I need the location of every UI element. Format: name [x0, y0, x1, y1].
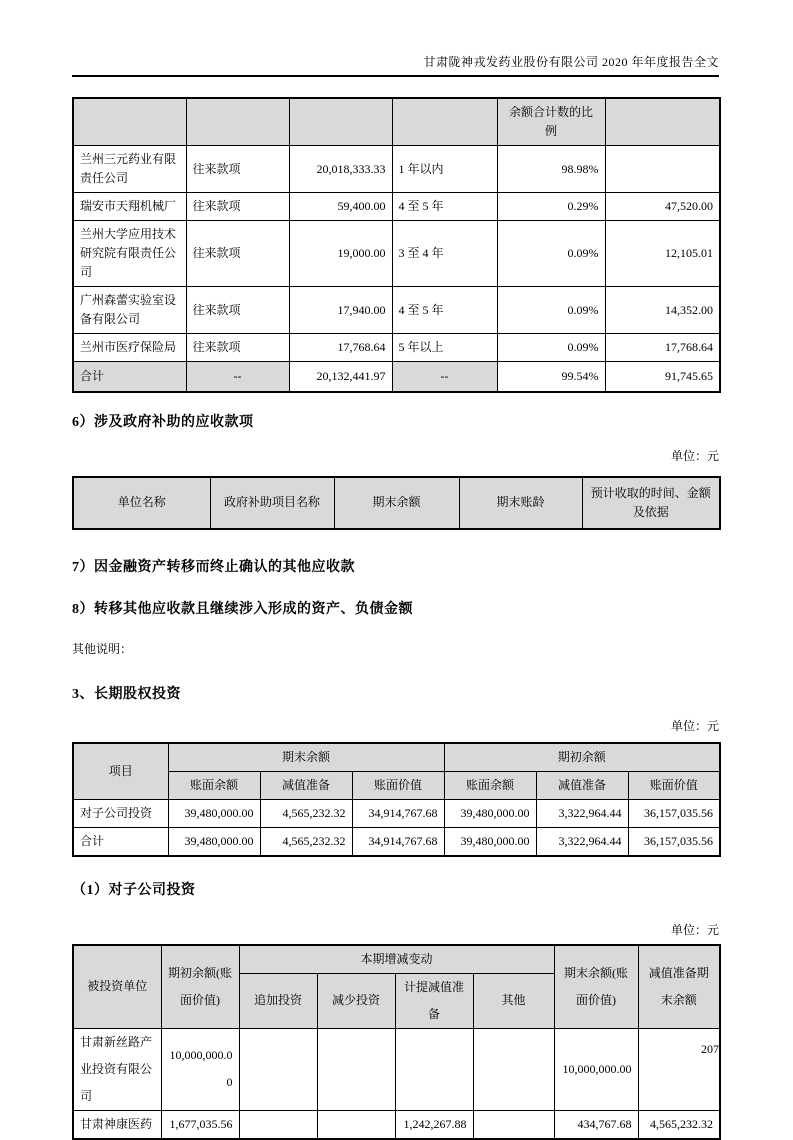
table-header-row: [73, 98, 720, 146]
unit-label: 单位：元: [670, 448, 719, 463]
ratio: 0.09%: [497, 221, 605, 287]
value-cell: 39,480,000.00: [444, 827, 536, 856]
impairment-ending: 4,565,232.32: [638, 1110, 720, 1139]
table-header-row: [73, 743, 720, 772]
table-row: [73, 334, 720, 362]
debtor-name: 瑞安市天翔机械厂: [73, 193, 186, 221]
investee-name: 甘肃神康医药: [73, 1110, 161, 1139]
aging: 1 年以内: [392, 146, 497, 193]
subheader-impairment-provision: 计提减值准备: [395, 973, 473, 1028]
section-8-heading: 8）转移其他应收款且继续涉入形成的资产、负债金额: [72, 601, 413, 617]
header-cell: [186, 98, 289, 146]
header-investee: 被投资单位: [73, 945, 161, 1029]
begin-balance: 1,677,035.56: [161, 1110, 239, 1139]
begin-balance: 10,000,000.00: [161, 1028, 239, 1110]
total-nature: --: [186, 362, 289, 392]
total-ratio: 99.54%: [497, 362, 605, 392]
total-bad-debt: 91,745.65: [605, 362, 720, 392]
add-investment: [239, 1028, 317, 1110]
nature: 往来款项: [186, 193, 289, 221]
ratio: 0.09%: [497, 287, 605, 334]
value-cell: 36,157,035.56: [628, 827, 720, 856]
value-cell: 39,480,000.00: [168, 799, 260, 827]
subheader-impairment: 减值准备: [260, 771, 352, 799]
value-cell: 36,157,035.56: [628, 799, 720, 827]
other-note-label: 其他说明：: [72, 641, 133, 656]
table-row: [73, 146, 720, 193]
page-number: 207: [701, 1042, 719, 1056]
section-3-1-heading: （1）对子公司投资: [72, 882, 196, 898]
impairment-ending: [638, 1028, 720, 1110]
aging: 4 至 5 年: [392, 193, 497, 221]
total-amount: 20,132,441.97: [289, 362, 392, 392]
header-ending-balance: 期末余额(账面价值): [554, 945, 638, 1029]
ratio: 0.29%: [497, 193, 605, 221]
header-cell-ratio: 余额合计数的比例: [497, 98, 605, 146]
reduce-investment: [317, 1028, 395, 1110]
reduce-investment: [317, 1110, 395, 1139]
table-total-row: [73, 362, 720, 392]
total-aging: --: [392, 362, 497, 392]
value-cell: 39,480,000.00: [168, 827, 260, 856]
header-beginning-balance: 期初余额(账面价值): [161, 945, 239, 1029]
total-label: 合计: [73, 827, 168, 856]
subheader-reduced-investment: 减少投资: [317, 973, 395, 1028]
document-header-title: 甘肃陇神戎发药业股份有限公司 2020 年年度报告全文: [72, 53, 719, 77]
debtor-name: 兰州大学应用技术研究院有限责任公司: [73, 221, 186, 287]
header-grant-project: 政府补助项目名称: [210, 477, 334, 529]
header-ending-balance: 期末余额: [334, 477, 459, 529]
subheader-book-balance: 账面余额: [168, 771, 260, 799]
amount: 59,400.00: [289, 193, 392, 221]
section-6-heading: 6）涉及政府补助的应收款项: [72, 414, 254, 430]
table-row: [73, 193, 720, 221]
section-7-heading: 7）因金融资产转移而终止确认的其他应收款: [72, 559, 355, 575]
ratio: 98.98%: [497, 146, 605, 193]
table-total-row: [73, 827, 720, 856]
amount: 17,940.00: [289, 287, 392, 334]
header-impairment-ending: 减值准备期末余额: [638, 945, 720, 1029]
table-row: [73, 1028, 720, 1110]
subheader-other: 其他: [473, 973, 554, 1028]
table-subheader-row: [73, 771, 720, 799]
aging: 5 年以上: [392, 334, 497, 362]
header-cell: [289, 98, 392, 146]
subheader-additional-investment: 追加投资: [239, 973, 317, 1028]
other-change: [473, 1028, 554, 1110]
long-term-equity-table: [72, 742, 721, 857]
table-row: [73, 1110, 720, 1139]
header-item: 项目: [73, 743, 168, 800]
header-cell: [392, 98, 497, 146]
value-cell: 39,480,000.00: [444, 799, 536, 827]
bad-debt: 17,768.64: [605, 334, 720, 362]
aging: 4 至 5 年: [392, 287, 497, 334]
impairment-provision: 1,242,267.88: [395, 1110, 473, 1139]
end-balance: 434,767.68: [554, 1110, 638, 1139]
header-cell: [73, 98, 186, 146]
value-cell: 4,565,232.32: [260, 827, 352, 856]
nature: 往来款项: [186, 221, 289, 287]
nature: 往来款项: [186, 287, 289, 334]
other-receivables-aging-table: [72, 97, 721, 393]
subheader-book-balance: 账面余额: [444, 771, 536, 799]
ratio: 0.09%: [497, 334, 605, 362]
header-cell: [605, 98, 720, 146]
header-unit-name: 单位名称: [73, 477, 210, 529]
header-ending-balance-group: 期末余额: [168, 743, 444, 772]
nature: 往来款项: [186, 146, 289, 193]
bad-debt: 14,352.00: [605, 287, 720, 334]
amount: 19,000.00: [289, 221, 392, 287]
table-row: [73, 221, 720, 287]
nature: 往来款项: [186, 334, 289, 362]
item-label: 对子公司投资: [73, 799, 168, 827]
amount: 20,018,333.33: [289, 146, 392, 193]
value-cell: 34,914,767.68: [352, 799, 444, 827]
impairment-provision: [395, 1028, 473, 1110]
debtor-name: 兰州三元药业有限责任公司: [73, 146, 186, 193]
amount: 17,768.64: [289, 334, 392, 362]
unit-label: 单位：元: [670, 718, 719, 733]
value-cell: 3,322,964.44: [536, 827, 628, 856]
header-period-change-group: 本期增减变动: [239, 945, 554, 974]
header-beginning-balance-group: 期初余额: [444, 743, 720, 772]
bad-debt: [605, 146, 720, 193]
table-header-row: [73, 477, 720, 529]
value-cell: 3,322,964.44: [536, 799, 628, 827]
total-label: 合计: [73, 362, 186, 392]
value-cell: 4,565,232.32: [260, 799, 352, 827]
debtor-name: 广州森蕾实验室设备有限公司: [73, 287, 186, 334]
bad-debt: 47,520.00: [605, 193, 720, 221]
subheader-book-value: 账面价值: [352, 771, 444, 799]
subheader-impairment: 减值准备: [536, 771, 628, 799]
value-cell: 34,914,767.68: [352, 827, 444, 856]
other-change: [473, 1110, 554, 1139]
subheader-book-value: 账面价值: [628, 771, 720, 799]
end-balance: 10,000,000.00: [554, 1028, 638, 1110]
aging: 3 至 4 年: [392, 221, 497, 287]
unit-label: 单位：元: [670, 922, 719, 937]
add-investment: [239, 1110, 317, 1139]
table-row: [73, 287, 720, 334]
investee-name: 甘肃新丝路产业投资有限公司: [73, 1028, 161, 1110]
table-row: [73, 799, 720, 827]
table-header-row: [73, 945, 720, 974]
header-expected-collection: 预计收取的时间、金额及依据: [582, 477, 720, 529]
subsidiary-investment-table: [72, 944, 721, 1140]
bad-debt: 12,105.01: [605, 221, 720, 287]
gov-grant-receivables-table: [72, 476, 721, 530]
debtor-name: 兰州市医疗保险局: [73, 334, 186, 362]
header-ending-aging: 期末账龄: [459, 477, 582, 529]
section-3-heading: 3、长期股权投资: [72, 686, 181, 702]
